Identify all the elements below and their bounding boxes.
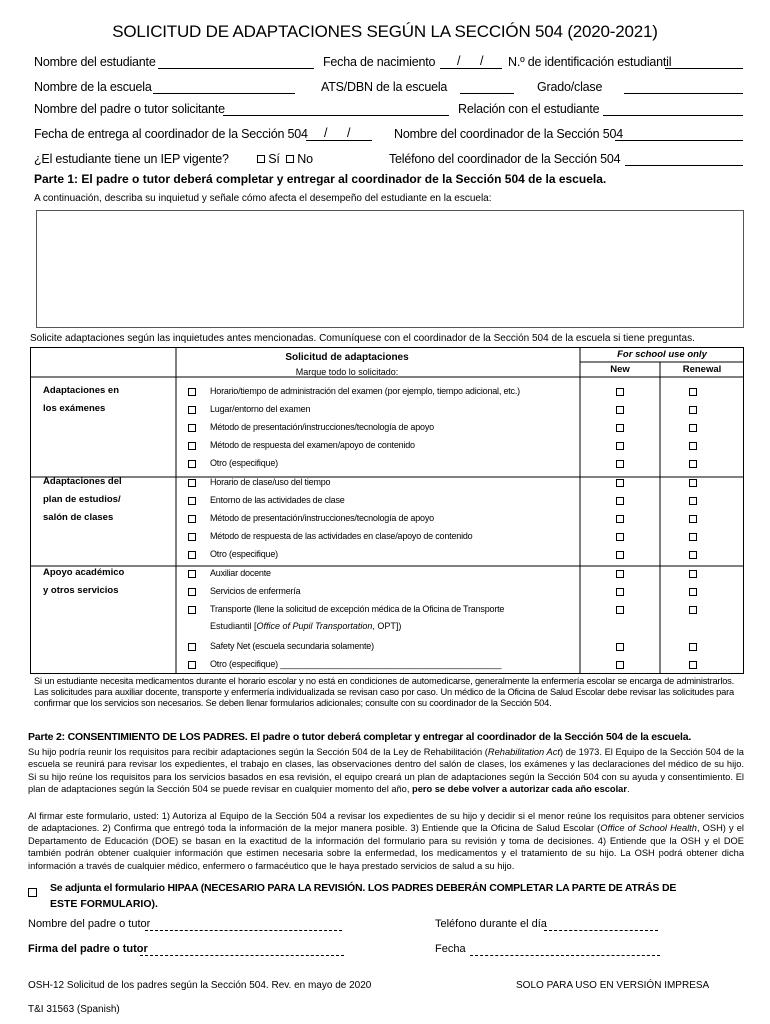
p1-bold: pero se debe volver a autorizar cada año escolar: [412, 784, 627, 795]
sig-parent-name-field[interactable]: [145, 930, 342, 931]
school-name-label: Nombre de la escuela: [34, 80, 152, 94]
form-title: SOLICITUD DE ADAPTACIONES SEGÚN LA SECCIÓN 504 (2020-2021): [112, 22, 658, 41]
medication-note: Si un estudiante necesita medicamentos durante el horario escolar y no está en condiciones de automedicarse, generalmente la enfermería escolar se encarga de administrarlos. Las solicitudes para auxiliar docente, transporte y enfermería individualizada se revisan caso por caso. Un médico de la Oficina de Salud Escolar debe revisar las solicitudes para confirmar que los servicios son necesarios. Se deben llenar formularios adicionales; consulte con su coordinador de la Sección 504.: [34, 676, 734, 708]
grade-class-label: Grado/clase: [537, 80, 603, 94]
concern-textarea[interactable]: [36, 210, 744, 328]
renewal-checkbox[interactable]: [689, 551, 697, 559]
sig-signature-field[interactable]: [140, 955, 344, 956]
delivery-date-label: Fecha de entrega al coordinador de la Sección 504: [34, 127, 308, 141]
new-checkbox[interactable]: [616, 424, 624, 432]
group-label-support-1: Apoyo académico: [43, 567, 125, 578]
sig-signature-label: Firma del padre o tutor: [28, 943, 148, 955]
school-use-label: For school use only: [617, 349, 707, 360]
new-checkbox[interactable]: [616, 388, 624, 396]
renewal-checkbox[interactable]: [689, 515, 697, 523]
new-checkbox[interactable]: [616, 442, 624, 450]
parent-name-label: Nombre del padre o tutor solicitante: [34, 102, 225, 116]
request-checkbox[interactable]: [188, 588, 196, 596]
relationship-label: Relación con el estudiante: [458, 102, 600, 116]
renewal-checkbox[interactable]: [689, 588, 697, 596]
group-label-exams-2: los exámenes: [43, 403, 106, 414]
new-checkbox[interactable]: [616, 551, 624, 559]
footer-form-id: OSH-12 Solicitud de los padres según la Sección 504. Rev. en mayo de 2020: [28, 980, 372, 991]
coordinator-name-field[interactable]: [615, 140, 743, 141]
parent-name-field[interactable]: [223, 115, 449, 116]
group-label-class-3: salón de clases: [43, 512, 114, 523]
request-checkbox[interactable]: [188, 643, 196, 651]
request-item-label: Otro (especifique) ______________________________________________: [210, 659, 502, 669]
table-header-title: Solicitud de adaptaciones: [285, 352, 409, 363]
transport-line-2-italic: Office of Pupil Transportation: [256, 621, 373, 631]
request-item-label: Método de respuesta de las actividades en clase/apoyo de contenido: [210, 531, 473, 541]
request-checkbox[interactable]: [188, 606, 196, 614]
request-item-label: Horario/tiempo de administración del examen (por ejemplo, tiempo adicional, etc.): [210, 386, 520, 396]
transport-line-2: [210, 621, 401, 631]
request-item-label: Otro (especifique): [210, 458, 278, 468]
request-item-label: Horario de clase/uso del tiempo: [210, 477, 331, 487]
request-checkbox[interactable]: [188, 424, 196, 432]
part1-instruction: A continuación, describa su inquietud y señale cómo afecta el desempeño del estudiante en la escuela:: [34, 193, 492, 204]
iep-no-label: No: [297, 152, 313, 166]
iep-no-option[interactable]: [286, 152, 313, 166]
new-checkbox[interactable]: [616, 606, 624, 614]
request-item-label: Método de presentación/instrucciones/tecnología de apoyo: [210, 422, 434, 432]
request-item-label: Auxiliar docente: [210, 568, 271, 578]
table-header-sub: Marque todo lo solicitado:: [295, 367, 399, 377]
transport-line-2-post: , OPT]): [372, 621, 402, 631]
request-note: Solicite adaptaciones según las inquietudes antes mencionadas. Comuníquese con el coordinador de la Sección 504 de la escuela si tiene preguntas.: [30, 333, 695, 344]
renewal-checkbox[interactable]: [689, 570, 697, 578]
delivery-date-slashes: / /: [324, 126, 359, 140]
renewal-checkbox[interactable]: [689, 643, 697, 651]
hipaa-checkbox-box[interactable]: [28, 888, 37, 897]
request-checkbox[interactable]: [188, 515, 196, 523]
renewal-checkbox[interactable]: [689, 460, 697, 468]
grade-class-field[interactable]: [624, 93, 743, 94]
part1-heading: Parte 1: El padre o tutor deberá completar y entregar al coordinador de la Sección 504 de la escuela.: [34, 172, 607, 186]
col-renewal-header: Renewal: [682, 364, 722, 375]
transport-line-2-pre: Estudiantil [: [210, 621, 257, 631]
request-item-label: Safety Net (escuela secundaria solamente): [210, 641, 374, 651]
request-checkbox[interactable]: [188, 551, 196, 559]
part2-paragraph-2: [28, 810, 744, 872]
renewal-checkbox[interactable]: [689, 406, 697, 414]
p1-text-b: ) de 1973. El Equipo de la Sección 504 de la escuela se reunirá para revisar los expedientes, el trabajo en clases, las observaciones dentro del salón de clases, los exámenes y las declaraciones del médico de su hijo. Si su hijo reúne los requisitos para los servicios basados en esa revisión, el equipo creará un plan de adaptaciones según la Sección 504 con su ayuda y consentimiento. El plan de adaptaciones según la Sección 504 se puede revisar en cualquier momento del año,: [28, 747, 744, 795]
iep-yes-option[interactable]: [257, 152, 280, 166]
student-id-field[interactable]: [665, 68, 743, 69]
iep-yes-label: Sí: [268, 152, 280, 166]
footer-print-only: SOLO PARA USO EN VERSIÓN IMPRESA: [516, 980, 710, 991]
renewal-checkbox[interactable]: [689, 661, 697, 669]
p1-italic: Rehabilitation Act: [487, 747, 560, 757]
sig-date-field[interactable]: [470, 955, 660, 956]
p1-end: .: [626, 784, 630, 795]
iep-yes-checkbox[interactable]: [257, 155, 265, 163]
birth-date-label: Fecha de nacimiento: [323, 55, 436, 69]
ats-dbn-label: ATS/DBN de la escuela: [321, 80, 448, 94]
request-checkbox[interactable]: [188, 479, 196, 487]
new-checkbox[interactable]: [616, 533, 624, 541]
p2-text-a: Al firmar este formulario, usted: 1) Autoriza al Equipo de la Sección 504 a revisar los expedientes de su hijo y decidir si el menor reúne los requisitos para obtener servicios de adaptaciones. 2) Confirma que entregó toda la información de la mejor manera posible. 3) Entiende que la Oficina de Salud Escolar (: [28, 811, 744, 834]
new-checkbox[interactable]: [616, 497, 624, 505]
hipaa-line-2: ESTE FORMULARIO).: [50, 898, 158, 910]
request-item-label: Método de presentación/instrucciones/tecnología de apoyo: [210, 513, 434, 523]
new-checkbox[interactable]: [616, 643, 624, 651]
sig-day-phone-label: Teléfono durante el día: [435, 918, 547, 930]
coordinator-phone-field[interactable]: [625, 165, 743, 166]
ats-dbn-field[interactable]: [460, 93, 514, 94]
new-checkbox[interactable]: [616, 479, 624, 487]
request-checkbox[interactable]: [188, 406, 196, 414]
p2-text-b: , OSH) y el Departamento de Educación (DOE) se basan en la exactitud de la información del formulario para su revisión y toma de decisiones. 4) Entiende que la OSH y el DOE también podrán obtener cualquier información que estimen necesaria sobre la enfermedad, los medicamentos y el tratamiento de su hijo. La OSH podrá obtener dicha información a través de cualquier médico, enfermero o farmacéutico que le haya prestado servicios de salud a su hijo.: [28, 823, 744, 871]
hipaa-checkbox[interactable]: [28, 884, 37, 902]
request-item-label: Entorno de las actividades de clase: [210, 495, 345, 505]
birth-date-field[interactable]: [440, 68, 502, 69]
request-checkbox[interactable]: [188, 497, 196, 505]
request-item-label: Transporte (llene la solicitud de excepción médica de la Oficina de Transporte: [210, 604, 505, 614]
request-item-label: Servicios de enfermería: [210, 586, 301, 596]
school-name-field[interactable]: [153, 93, 295, 94]
request-checkbox[interactable]: [188, 388, 196, 396]
student-name-field[interactable]: [158, 68, 314, 69]
p2-italic: Office of School Health: [600, 823, 697, 834]
request-item-label: Lugar/entorno del examen: [210, 404, 311, 414]
p1-text-a: Su hijo podría reunir los requisitos para recibir adaptaciones según la Sección 504 de la Ley de Rehabilitación (: [28, 747, 488, 757]
new-checkbox[interactable]: [616, 406, 624, 414]
sig-day-phone-field[interactable]: [544, 930, 658, 931]
renewal-checkbox[interactable]: [689, 606, 697, 614]
new-checkbox[interactable]: [616, 661, 624, 669]
student-name-label: Nombre del estudiante: [34, 55, 156, 69]
col-new-header: New: [610, 364, 630, 375]
coordinator-name-label: Nombre del coordinador de la Sección 504: [394, 127, 623, 141]
renewal-checkbox[interactable]: [689, 442, 697, 450]
birth-date-slashes: / /: [457, 54, 492, 68]
request-checkbox[interactable]: [188, 570, 196, 578]
request-checkbox[interactable]: [188, 533, 196, 541]
student-id-label: N.º de identificación estudiantil: [508, 55, 672, 69]
sig-date-label: Fecha: [435, 943, 466, 955]
new-checkbox[interactable]: [616, 460, 624, 468]
part2-paragraph-1: [28, 746, 744, 796]
request-checkbox[interactable]: [188, 661, 196, 669]
hipaa-line-1: Se adjunta el formulario HIPAA (NECESARIO PARA LA REVISIÓN. LOS PADRES DEBERÁN COMPLETAR LA PARTE DE ATRÁS DE: [50, 882, 677, 894]
iep-question: ¿El estudiante tiene un IEP vigente?: [34, 152, 229, 166]
footer-code: T&I 31563 (Spanish): [28, 1004, 120, 1015]
group-label-class-2: plan de estudios/: [43, 494, 121, 505]
part2-heading: Parte 2: CONSENTIMIENTO DE LOS PADRES. El padre o tutor deberá completar y entregar al coordinador de la Sección 504 de la escuela.: [28, 731, 692, 743]
request-checkbox[interactable]: [188, 460, 196, 468]
new-checkbox[interactable]: [616, 515, 624, 523]
coordinator-phone-label: Teléfono del coordinador de la Sección 504: [389, 152, 621, 166]
request-item-label: Otro (especifique): [210, 549, 278, 559]
renewal-checkbox[interactable]: [689, 497, 697, 505]
group-label-exams-1: Adaptaciones en: [43, 385, 120, 396]
request-item-label: Método de respuesta del examen/apoyo de contenido: [210, 440, 415, 450]
sig-parent-name-label: Nombre del padre o tutor: [28, 918, 151, 930]
iep-no-checkbox[interactable]: [286, 155, 294, 163]
group-label-support-2: y otros servicios: [43, 585, 119, 596]
new-checkbox[interactable]: [616, 570, 624, 578]
request-checkbox[interactable]: [188, 442, 196, 450]
relationship-field[interactable]: [603, 115, 743, 116]
renewal-checkbox[interactable]: [689, 479, 697, 487]
renewal-checkbox[interactable]: [689, 424, 697, 432]
new-checkbox[interactable]: [616, 588, 624, 596]
renewal-checkbox[interactable]: [689, 388, 697, 396]
renewal-checkbox[interactable]: [689, 533, 697, 541]
group-label-class-1: Adaptaciones del: [43, 476, 122, 487]
delivery-date-field[interactable]: [306, 140, 372, 141]
